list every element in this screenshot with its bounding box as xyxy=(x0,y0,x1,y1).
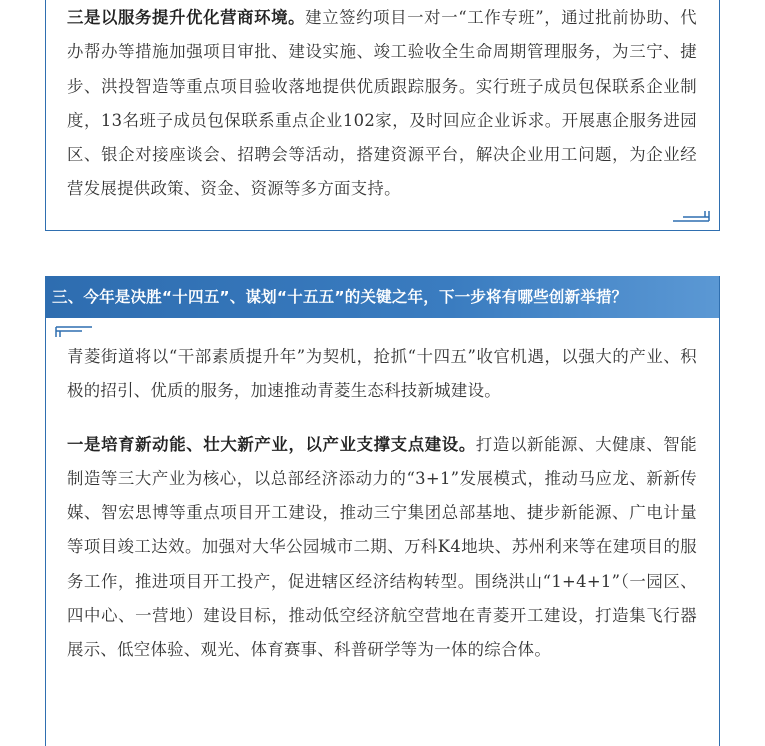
corner-lines-decoration-icon xyxy=(671,210,711,222)
section-heading: 三、今年是决胜“十四五”、谋划“十五五”的关键之年，下一步将有哪些创新举措？ xyxy=(46,276,719,318)
corner-lines-decoration-icon xyxy=(54,326,94,338)
paragraph-service xyxy=(46,0,719,207)
paragraph-industry xyxy=(46,428,719,668)
paragraph-body: 建立签约项目一对一“工作专班”，通过批前协助、代办帮办等措施加强项目审批、建设实施、竣工验收全生命周期管理服务，为三宁、捷步、洪投智造等重点项目验收落地提供优质跟踪服务。实行班子成员包保联系企业制度，13名班子成员包保联系重点企业102家，及时回应企业诉求。开展惠企服务进园区、银企对接座谈会、招聘会等活动，搭建资源平台，解决企业用工问题，为企业经营发展提供政策、资金、资源等多方面支持。 xyxy=(67,8,697,199)
paragraph-lead: 一是培育新动能、壮大新产业，以产业支撑支点建设。 xyxy=(67,434,476,454)
paragraph-lead: 三是以服务提升优化营商环境。 xyxy=(67,8,306,27)
content-card-next-steps xyxy=(45,276,720,746)
paragraph-body: 打造以新能源、大健康、智能制造等三大产业为核心，以总部经济添动力的“3+1”发展模式，推动马应龙、新新传媒、智宏思博等重点项目开工建设，推动三宁集团总部基地、捷步新能源、广电计量等项目竣工达效。加强对大华公园城市二期、万科K4地块、苏州利来等在建项目的服务工作，推进项目开工投产，促进辖区经济结构转型。围绕洪山“1+4+1”（一园区、四中心、一营地）建设目标，推动低空经济航空营地在青菱开工建设，打造集飞行器展示、低空体验、观光、体育赛事、科普研学等为一体的综合体。 xyxy=(67,434,697,660)
content-card-service xyxy=(45,0,720,231)
intro-paragraph: 青菱街道将以“干部素质提升年”为契机，抢抓“十四五”收官机遇，以强大的产业、积极的招引、优质的服务，加速推动青菱生态科技新城建设。 xyxy=(67,347,697,401)
